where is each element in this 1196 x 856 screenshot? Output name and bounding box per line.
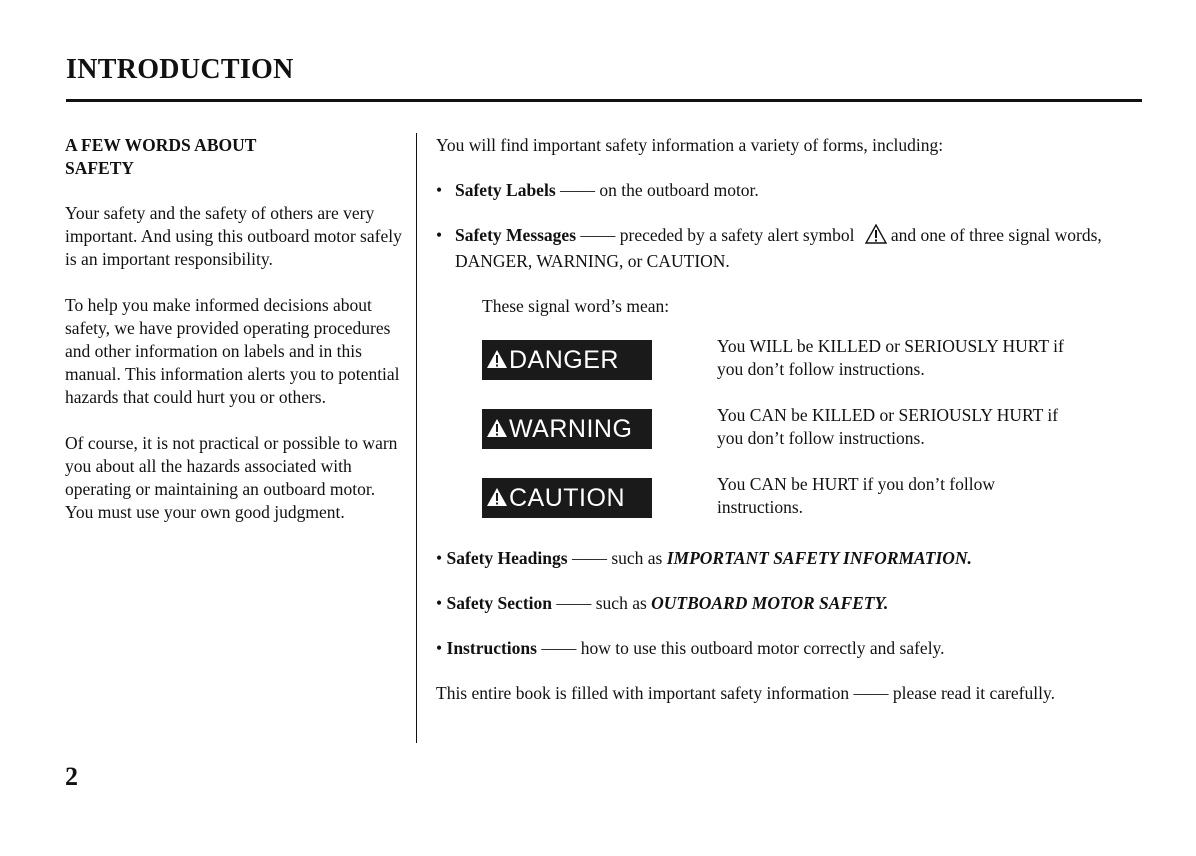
- section-heading-line1: A FEW WORDS ABOUT: [65, 135, 257, 155]
- safety-alert-triangle-icon: [865, 224, 887, 250]
- page-title: INTRODUCTION: [66, 54, 294, 85]
- bullet-instructions: [436, 637, 1156, 660]
- danger-label: DANGER: [509, 346, 619, 374]
- bullet-dot: •: [436, 638, 447, 658]
- term-safety-headings: Safety Headings: [446, 548, 568, 568]
- signal-row-danger: [436, 336, 1156, 409]
- page-number: 2: [65, 762, 78, 791]
- signal-words-intro: These signal word’s mean:: [482, 296, 670, 316]
- column-divider: [416, 133, 417, 743]
- signal-row-caution: [436, 474, 1156, 547]
- warning-description: You CAN be KILLED or SERIOUSLY HURT if you don’t follow instructions.: [717, 405, 1059, 448]
- paragraph-informed-decisions: To help you make informed decisions about safety, we have provided operating procedures and other information on labels and in this manual. This information alerts you to potential hazards that could hurt you or others.: [65, 294, 400, 408]
- safety-messages-text-cont: and one of three signal words, DANGER, WARNING, or CAUTION.: [455, 225, 1102, 271]
- paragraph-safety-importance: Your safety and the safety of others are very important. And using this outboard motor safely is an important responsibility.: [65, 203, 402, 270]
- bullet-safety-headings: [436, 547, 1156, 570]
- caution-alert-icon: [486, 479, 508, 519]
- danger-badge: [482, 340, 652, 380]
- right-column: [436, 134, 1156, 705]
- section-heading: [65, 134, 407, 180]
- safety-messages-text: —— preceded by a safety alert symbol: [576, 225, 855, 245]
- paragraph-good-judgment: Of course, it is not practical or possible to warn you about all the hazards associated with operating or maintaining an outboard motor. You must use your own good judgment.: [65, 432, 398, 523]
- bullet-safety-labels: [436, 179, 1156, 202]
- signal-row-warning: [436, 405, 1156, 478]
- term-safety-labels: Safety Labels: [455, 180, 556, 200]
- instructions-text: —— how to use this outboard motor correctly and safely.: [536, 638, 945, 658]
- safety-headings-example: IMPORTANT SAFETY INFORMATION.: [666, 548, 972, 568]
- warning-badge: [482, 409, 652, 449]
- bullet-dot: •: [436, 225, 443, 245]
- bullet-safety-messages: [436, 224, 1156, 273]
- closing-statement: This entire book is filled with important safety information —— please read it carefully.: [436, 683, 1055, 703]
- term-instructions: Instructions: [446, 638, 537, 658]
- danger-description: You WILL be KILLED or SERIOUSLY HURT if you don’t follow instructions.: [717, 336, 1064, 379]
- caution-label: CAUTION: [509, 484, 625, 512]
- safety-headings-text: —— such as: [567, 548, 667, 568]
- title-rule: [66, 99, 1142, 102]
- safety-section-text: —— such as: [552, 593, 652, 613]
- caution-description: You CAN be HURT if you don’t follow instructions.: [717, 474, 996, 517]
- bullet-dot: •: [436, 180, 443, 200]
- safety-labels-text: —— on the outboard motor.: [555, 180, 759, 200]
- term-safety-messages: Safety Messages: [455, 225, 577, 245]
- warning-alert-icon: [486, 410, 508, 450]
- bullet-dot: •: [436, 548, 447, 568]
- danger-alert-icon: [486, 341, 508, 381]
- left-column: [65, 134, 407, 546]
- section-heading-line2: SAFETY: [65, 158, 135, 178]
- caution-badge: [482, 478, 652, 518]
- safety-section-example: OUTBOARD MOTOR SAFETY.: [651, 593, 889, 613]
- bullet-safety-section: [436, 592, 1156, 615]
- forms-intro: You will find important safety information a variety of forms, including:: [436, 135, 944, 155]
- bullet-dot: •: [436, 593, 447, 613]
- term-safety-section: Safety Section: [446, 593, 552, 613]
- warning-label: WARNING: [509, 415, 633, 443]
